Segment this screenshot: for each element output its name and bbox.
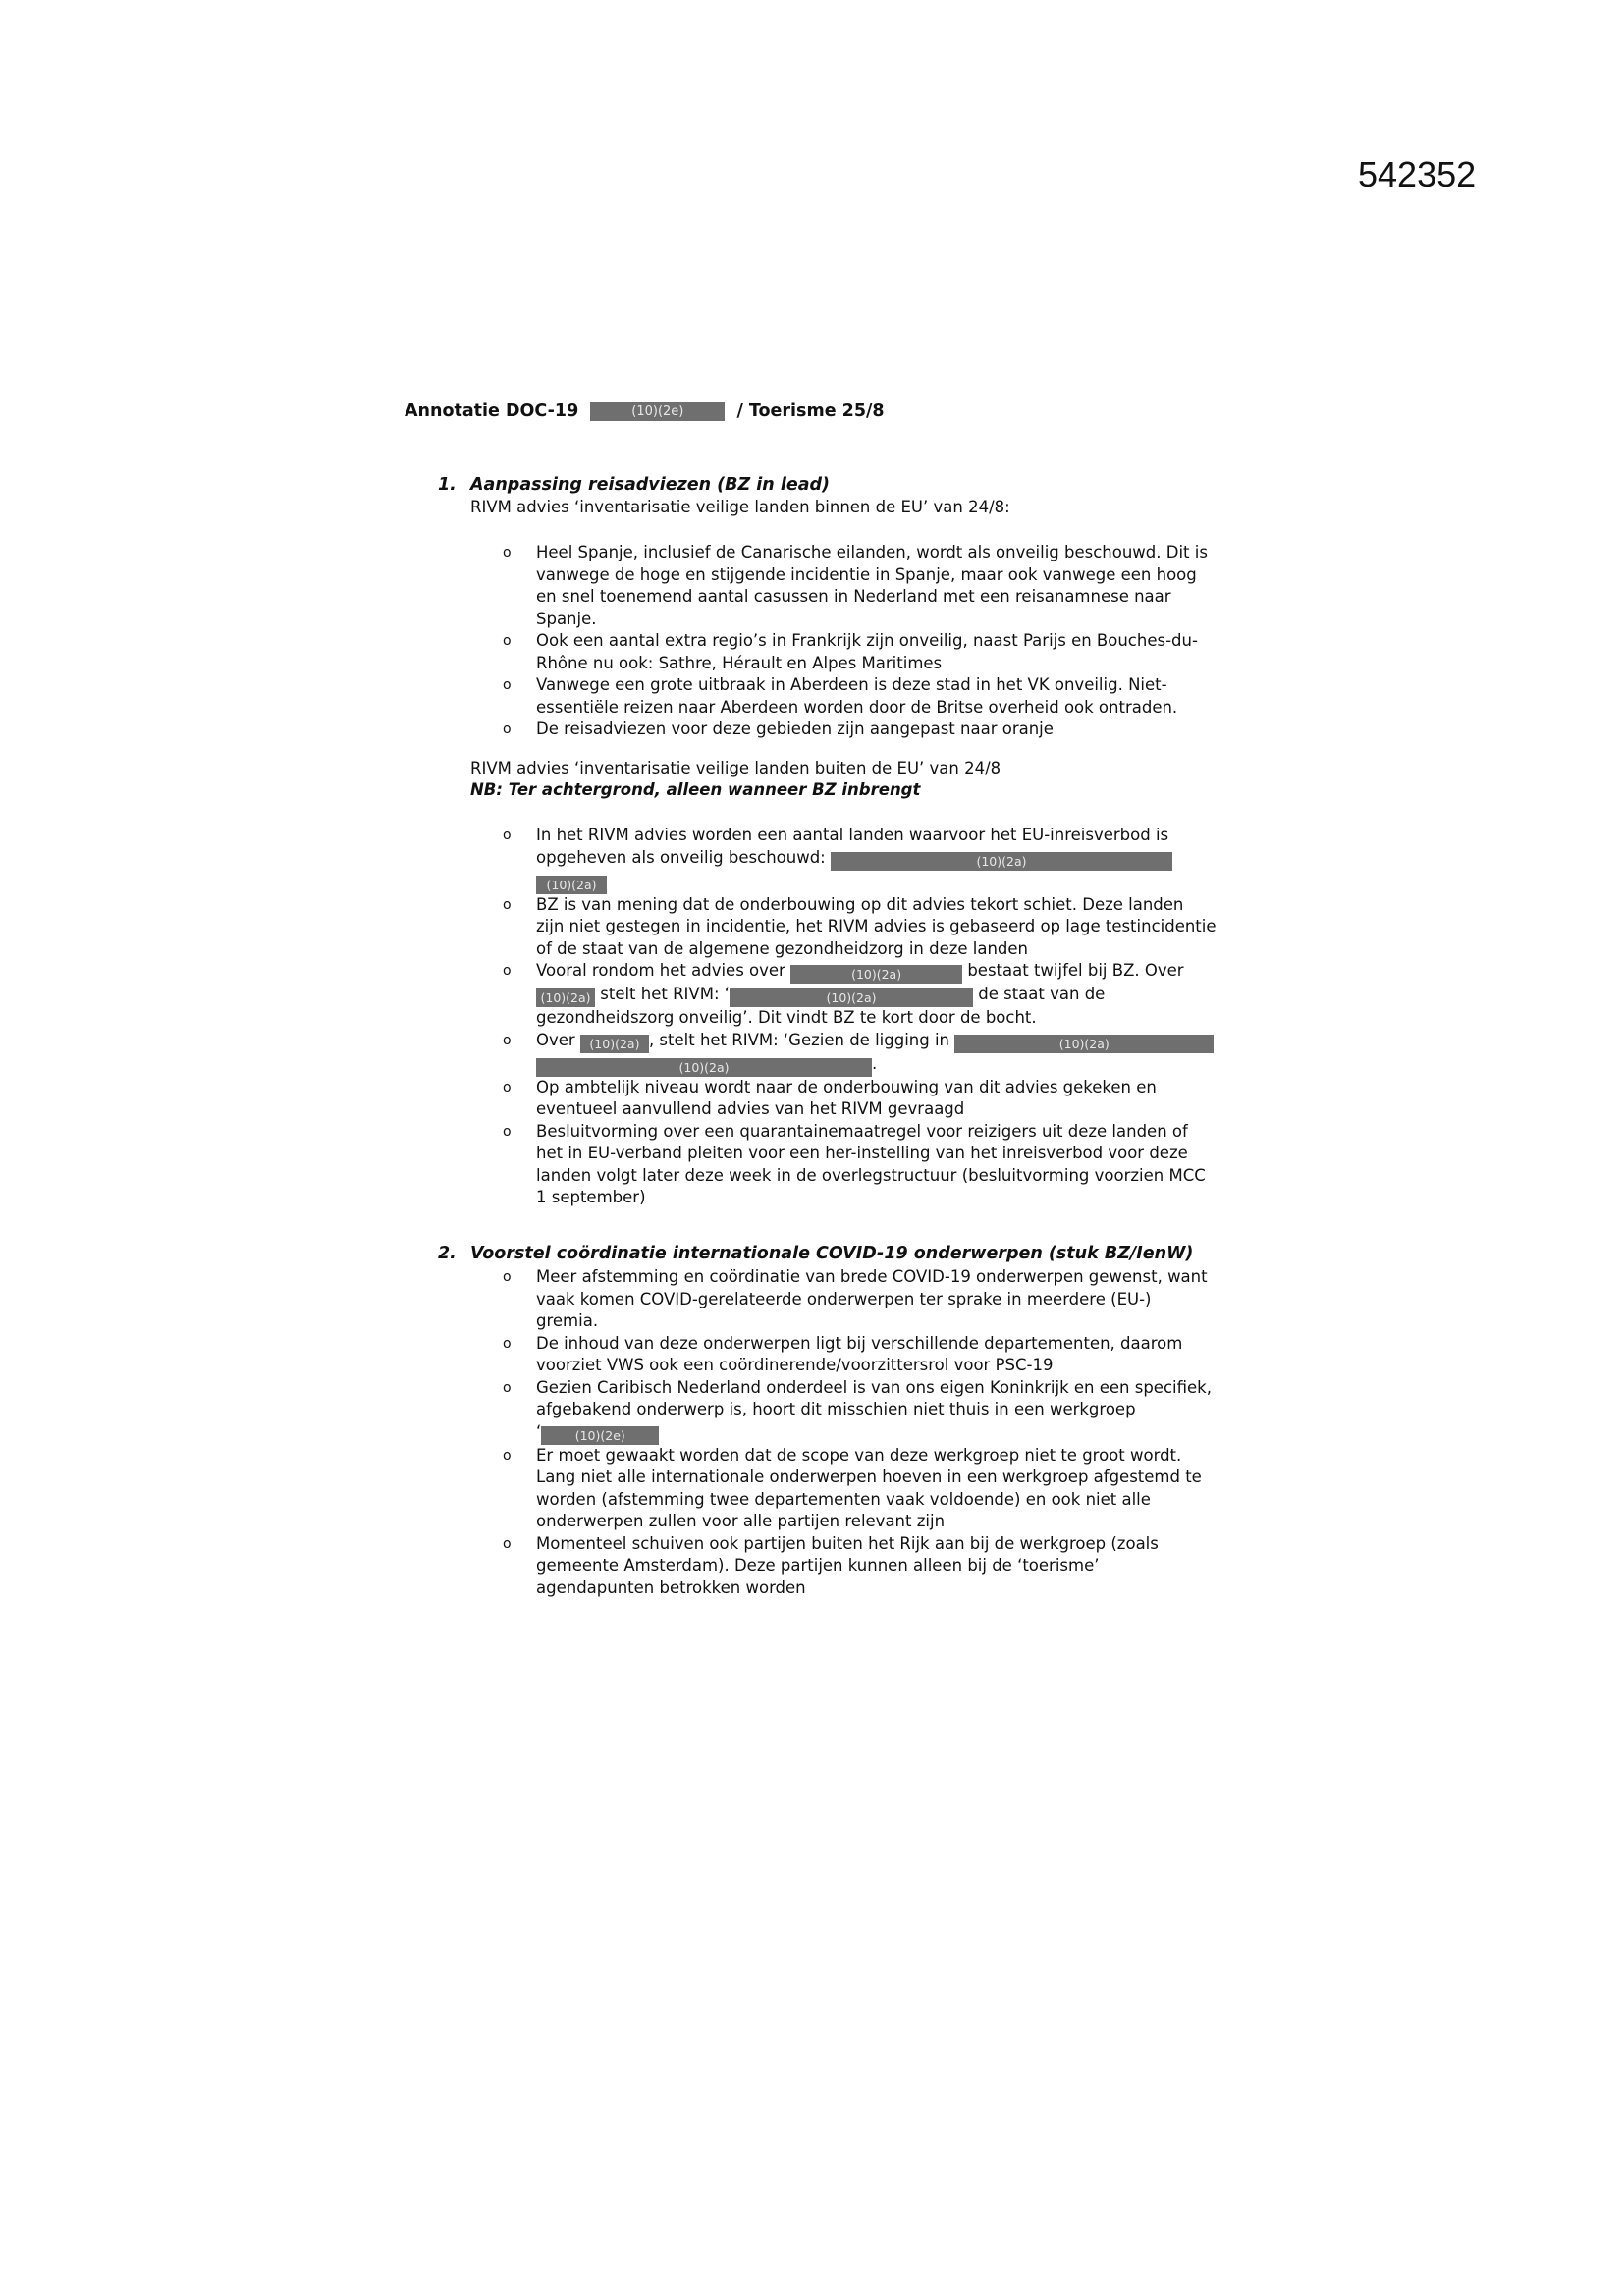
bullet-marker: o	[503, 1535, 512, 1552]
list-item	[501, 542, 1247, 630]
text-line: essentiële reizen naar Aberdeen worden door de Britse overheid ook ontraden.	[536, 697, 1178, 717]
text-segment: Over	[536, 1030, 575, 1049]
text-line: De inhoud van deze onderwerpen ligt bij verschillende departementen, daarom	[536, 1333, 1183, 1353]
list-item	[501, 630, 1247, 674]
bullet-marker: o	[503, 828, 512, 843]
text-line: voorziet VWS ook een coördinerende/voorzittersrol voor PSC-19	[536, 1356, 1054, 1374]
section1-nb: NB: Ter achtergrond, alleen wanneer BZ inbrengt	[470, 780, 921, 799]
text-line	[536, 871, 1247, 894]
text-line: Lang niet alle internationale onderwerpen hoeven in een werkgroep afgestemd te	[536, 1468, 1202, 1486]
text-line: BZ is van mening dat de onderbouwing op dit advies tekort schiet. Deze landen	[536, 894, 1184, 914]
text-segment: ‘	[536, 1421, 542, 1441]
text-line	[536, 984, 1247, 1007]
section1-heading	[438, 475, 830, 495]
document-title	[405, 401, 885, 421]
section1-list-a	[501, 542, 1247, 741]
list-item	[501, 1445, 1247, 1533]
text-line: het in EU-verband pleiten voor een her-instelling van het inreisverbod voor deze	[536, 1144, 1188, 1162]
bullet-marker: o	[503, 896, 512, 913]
bullet-marker: o	[503, 1379, 512, 1396]
text-segment: stelt het RIVM: ‘	[600, 985, 730, 1003]
text-line	[536, 960, 1247, 984]
redaction-box: (10)(2e)	[541, 1426, 659, 1445]
redaction-box: (10)(2a)	[730, 988, 973, 1007]
text-line: Spanje.	[536, 609, 597, 628]
text-segment: , stelt het RIVM: ‘Gezien de ligging in	[648, 1030, 949, 1049]
bullet-marker: o	[503, 677, 512, 693]
section2-heading-text: Voorstel coördinatie internationale COVID-19 onderwerpen (stuk BZ/IenW)	[470, 1244, 1194, 1263]
text-line: Gezien Caribisch Nederland onderdeel is van ons eigen Koninkrijk en een specifiek,	[536, 1377, 1212, 1397]
text-line: De reisadviezen voor deze gebieden zijn aangepast naar oranje	[536, 720, 1054, 738]
text-line: afgebakend onderwerp is, hoort dit misschien niet thuis in een werkgroep	[536, 1400, 1136, 1418]
list-item	[501, 960, 1247, 1030]
text-line	[536, 1030, 1247, 1053]
list-item	[501, 1377, 1247, 1445]
text-line: onderwerpen zullen voor alle partijen relevant zijn	[536, 1512, 946, 1530]
section2-number: 2.	[438, 1244, 457, 1263]
redaction-box: (10)(2a)	[536, 1058, 872, 1077]
text-line: In het RIVM advies worden een aantal landen waarvoor het EU-inreisverbod is	[536, 826, 1169, 844]
text-line: 1 september)	[536, 1188, 646, 1206]
bullet-marker: o	[503, 1032, 512, 1048]
text-line: gemeente Amsterdam). Deze partijen kunnen alleen bij de ‘toerisme’	[536, 1556, 1100, 1575]
title-prefix: Annotatie DOC-19	[405, 401, 579, 421]
text-line: of de staat van de algemene gezondheidzorg in deze landen	[536, 938, 1029, 958]
bullet-marker: o	[503, 963, 512, 979]
bullet-marker: o	[503, 1123, 512, 1140]
text-line: agendapunten betrokken worden	[536, 1577, 806, 1597]
redaction-box: (10)(2a)	[831, 852, 1172, 871]
list-item	[501, 825, 1247, 894]
list-item	[501, 674, 1247, 719]
text-line: landen volgt later deze week in de overlegstructuur (besluitvorming voorzien MCC	[536, 1165, 1206, 1185]
text-line: Vanwege een grote uitbraak in Aberdeen is deze stad in het VK onveilig. Niet-	[536, 675, 1167, 694]
section1-intro2: RIVM advies ‘inventarisatie veilige landen buiten de EU’ van 24/8	[470, 759, 1001, 777]
text-segment: de staat van de	[978, 985, 1106, 1003]
text-line: Er moet gewaakt worden dat de scope van deze werkgroep niet te groot wordt.	[536, 1445, 1182, 1465]
text-line: worden (afstemming twee departementen vaak voldoende) en ook niet alle	[536, 1489, 1151, 1509]
title-suffix: / Toerisme 25/8	[736, 401, 885, 421]
list-item	[501, 719, 1247, 741]
list-item	[501, 1030, 1247, 1077]
document-number: 542352	[1358, 154, 1477, 194]
section1-intro: RIVM advies ‘inventarisatie veilige landen binnen de EU’ van 24/8:	[470, 498, 1010, 516]
list-item	[501, 1121, 1247, 1209]
text-line: gremia.	[536, 1311, 599, 1330]
bullet-marker: o	[503, 1079, 512, 1095]
text-line: Heel Spanje, inclusief de Canarische eilanden, wordt als onveilig beschouwd. Dit is	[536, 543, 1208, 561]
list-item	[501, 894, 1247, 961]
text-line: Besluitvorming over een quarantainemaatregel voor reizigers uit deze landen of	[536, 1121, 1188, 1141]
list-item	[501, 1333, 1247, 1377]
text-line: Meer afstemming en coördinatie van brede COVID-19 onderwerpen gewenst, want	[536, 1267, 1208, 1286]
text-line: en snel toenemend aantal casussen in Nederland met een reisanamnese naar	[536, 587, 1171, 606]
text-line: vanwege de hoge en stijgende incidentie in Spanje, maar ook vanwege een hoog	[536, 564, 1197, 584]
redaction-box: (10)(2a)	[580, 1035, 649, 1053]
text-line: eventueel aanvullend advies van het RIVM gevraagd	[536, 1099, 965, 1118]
list-item	[501, 1077, 1247, 1121]
section1-heading-text: Aanpassing reisadviezen (BZ in lead)	[470, 475, 831, 495]
text-line	[536, 1053, 1247, 1077]
list-item	[501, 1266, 1247, 1333]
text-line	[536, 847, 1247, 871]
text-line: zijn niet gestegen in incidentie, het RIVM advies is gebaseerd op lage testincidentie	[536, 917, 1217, 935]
bullet-marker: o	[503, 1335, 512, 1352]
redaction-box: (10)(2a)	[536, 988, 595, 1007]
text-segment: bestaat twijfel bij BZ. Over	[967, 961, 1184, 980]
section2-heading	[438, 1244, 1193, 1263]
text-line: gezondheidszorg onveilig’. Dit vindt BZ te kort door de bocht.	[536, 1008, 1037, 1027]
title-redaction: (10)(2e)	[590, 402, 725, 421]
bullet-marker: o	[503, 1269, 512, 1285]
redaction-box: (10)(2a)	[954, 1035, 1214, 1053]
text-line	[536, 1421, 1247, 1445]
text-line: Ook een aantal extra regio’s in Frankrijk zijn onveilig, naast Parijs en Bouches-du-	[536, 631, 1198, 650]
redaction-box: (10)(2a)	[790, 965, 962, 984]
bullet-marker: o	[503, 545, 512, 561]
bullet-marker: o	[503, 633, 512, 649]
text-line: Rhône nu ook: Sathre, Hérault en Alpes Maritimes	[536, 653, 943, 672]
section1-list-b	[501, 825, 1247, 1209]
text-segment: opgeheven als onveilig beschouwd:	[536, 847, 826, 867]
section1-number: 1.	[438, 475, 457, 495]
bullet-marker: o	[503, 1447, 512, 1464]
text-line: Op ambtelijk niveau wordt naar de onderbouwing van dit advies gekeken en	[536, 1077, 1157, 1096]
bullet-marker: o	[503, 721, 512, 737]
section2-list	[501, 1266, 1247, 1599]
list-item	[501, 1533, 1247, 1600]
text-line: vaak komen COVID-gerelateerde onderwerpen ter sprake in meerdere (EU-)	[536, 1289, 1152, 1308]
text-segment: Vooral rondom het advies over	[536, 961, 785, 980]
text-line: Momenteel schuiven ook partijen buiten het Rijk aan bij de werkgroep (zoals	[536, 1533, 1159, 1553]
text-segment: .	[872, 1053, 878, 1073]
redaction-box: (10)(2a)	[536, 876, 607, 894]
